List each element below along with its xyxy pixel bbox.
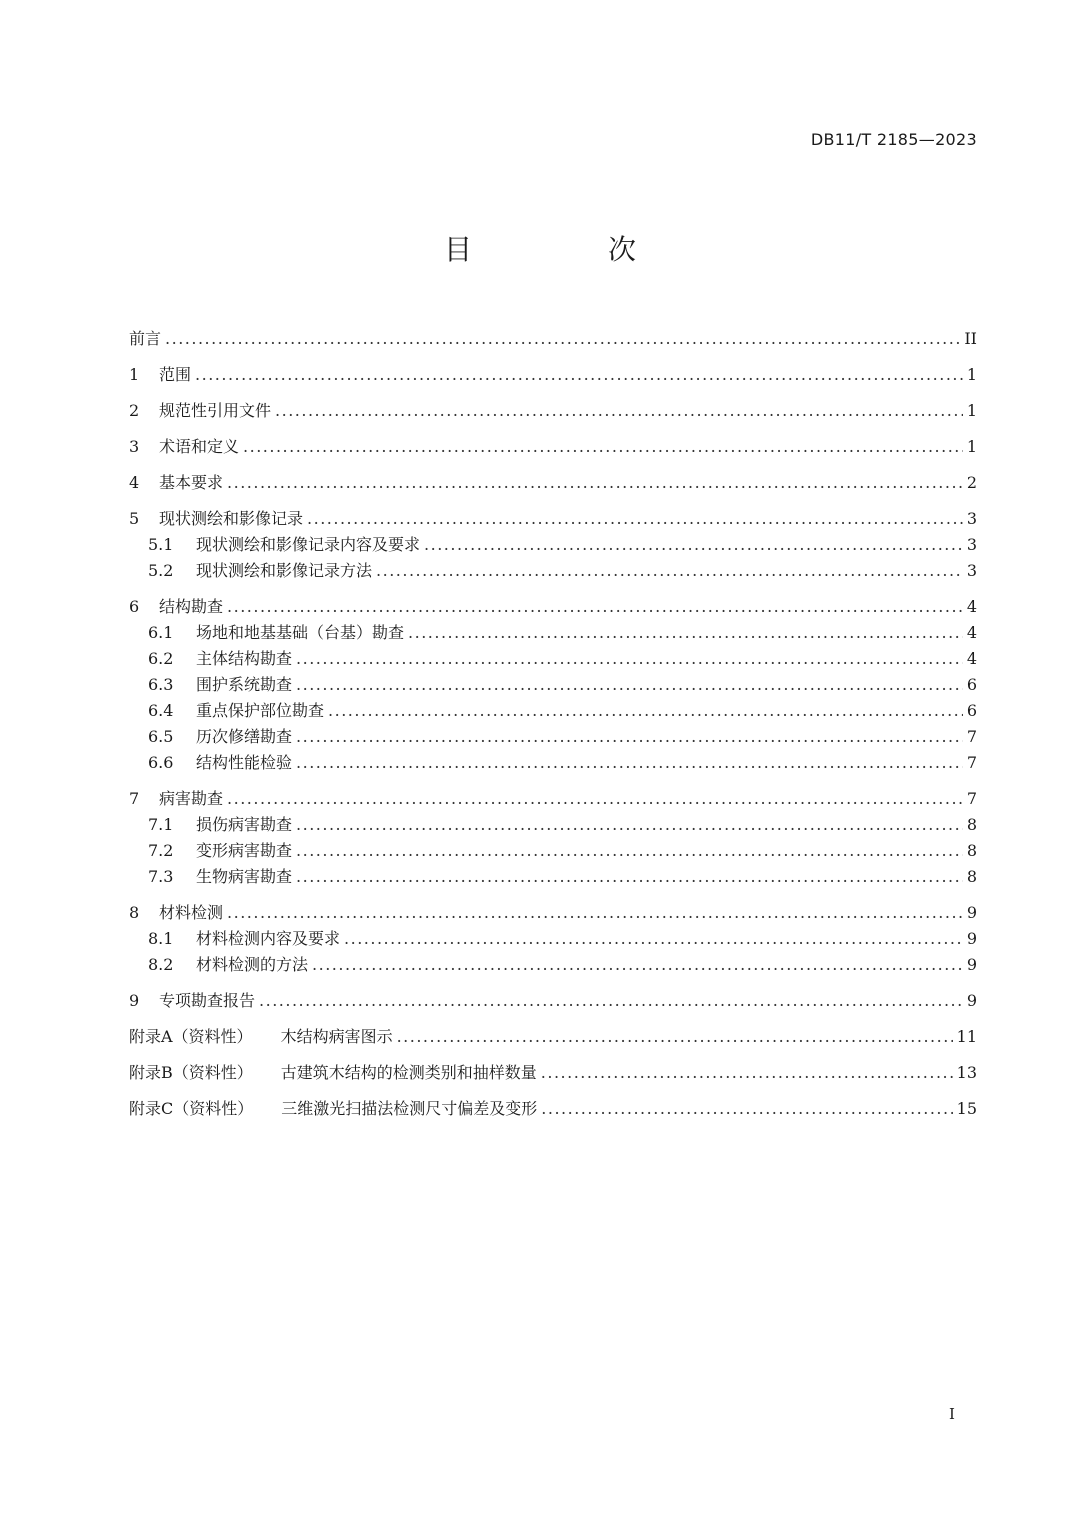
toc-entry-number: 5.2 (148, 561, 174, 580)
toc-entry[interactable] (129, 750, 977, 776)
toc-entry-number: 3 (129, 437, 140, 456)
toc-entry-page: 4 (966, 597, 977, 616)
toc-entry-page: 1 (966, 437, 977, 456)
standard-code: DB11/T 2185—2023 (810, 130, 977, 149)
dot-leader (296, 646, 963, 672)
appendix-title: 古建筑木结构的检测类别和抽样数量 (280, 1063, 537, 1082)
page-title: 目 次 (443, 233, 690, 266)
toc-entry-label: 场地和地基基础（台基）勘查 (196, 623, 405, 642)
toc-entry[interactable] (129, 698, 977, 724)
toc-entry-label: 材料检测的方法 (196, 955, 309, 974)
toc-entry-number: 6.5 (148, 727, 174, 746)
toc-entry-label: 现状测绘和影像记录方法 (196, 561, 373, 580)
dot-leader (541, 1060, 953, 1086)
toc-entry[interactable] (129, 326, 977, 352)
toc-entry[interactable] (129, 786, 977, 812)
toc-entry[interactable] (129, 864, 977, 890)
toc-entry-number: 7.2 (148, 841, 174, 860)
dot-leader (541, 1096, 952, 1122)
dot-leader (408, 620, 963, 646)
toc-entry-number: 5 (129, 509, 140, 528)
toc-entry[interactable] (129, 470, 977, 496)
appendix-page: 11 (956, 1027, 977, 1046)
toc-entry-label: 结构勘查 (159, 597, 224, 616)
toc-entry-label: 现状测绘和影像记录 (159, 509, 304, 528)
toc-entry-page: 8 (966, 841, 977, 860)
toc-entry-label: 材料检测内容及要求 (196, 929, 341, 948)
dot-leader (328, 698, 963, 724)
toc-entry-number: 7 (129, 789, 140, 808)
toc-entry[interactable] (129, 926, 977, 952)
dot-leader (312, 952, 963, 978)
toc-entry-page: 8 (966, 867, 977, 886)
toc-entry[interactable] (129, 620, 977, 646)
dot-leader (296, 864, 963, 890)
toc-entry-label: 变形病害勘查 (196, 841, 293, 860)
toc-entry-label: 规范性引用文件 (159, 401, 272, 420)
toc-entry[interactable] (129, 672, 977, 698)
toc-entry-number: 5.1 (148, 535, 174, 554)
dot-leader (296, 812, 963, 838)
toc-entry-label: 损伤病害勘查 (196, 815, 293, 834)
toc-entry-page: 1 (966, 365, 977, 384)
toc-entry[interactable] (129, 838, 977, 864)
toc-entry-page: 9 (966, 929, 977, 948)
toc-entry-page: 9 (966, 903, 977, 922)
dot-leader (344, 926, 963, 952)
toc-entry-label: 生物病害勘查 (196, 867, 293, 886)
dot-leader (227, 900, 963, 926)
toc-entry[interactable] (129, 952, 977, 978)
toc-entry-page: 6 (966, 701, 977, 720)
dot-leader (296, 724, 963, 750)
toc-entry[interactable] (129, 646, 977, 672)
toc-entry-page: 9 (966, 955, 977, 974)
toc-entry-number: 6.2 (148, 649, 174, 668)
toc-entry-page: 7 (966, 727, 977, 746)
toc-entry-label: 前言 (129, 329, 162, 348)
toc-entry-page: 7 (966, 753, 977, 772)
dot-leader (376, 558, 963, 584)
toc-entry-label: 结构性能检验 (196, 753, 293, 772)
toc-entry[interactable] (129, 900, 977, 926)
toc-entry-page: 1 (966, 401, 977, 420)
toc-entry-page: 7 (966, 789, 977, 808)
dot-leader (227, 594, 963, 620)
toc-entry-number: 2 (129, 401, 140, 420)
dot-leader (397, 1024, 953, 1050)
toc-entry-label: 材料检测 (159, 903, 224, 922)
dot-leader (243, 434, 963, 460)
toc-entry-number: 6.4 (148, 701, 174, 720)
dot-leader (165, 326, 960, 352)
toc-entry-page: 3 (966, 535, 977, 554)
toc-entry-page: 9 (966, 991, 977, 1010)
toc-entry-number: 8 (129, 903, 140, 922)
toc-entry-number: 6.6 (148, 753, 174, 772)
toc-entry-number: 4 (129, 473, 140, 492)
toc-entry-page: 2 (966, 473, 977, 492)
toc-entry-label: 现状测绘和影像记录内容及要求 (196, 535, 421, 554)
appendix-entry[interactable] (129, 1096, 977, 1122)
toc-entry-label: 病害勘查 (159, 789, 224, 808)
toc-entry-number: 7.3 (148, 867, 174, 886)
toc-entry-page: 4 (966, 623, 977, 642)
toc-entry-page: 6 (966, 675, 977, 694)
toc-entry-label: 重点保护部位勘查 (196, 701, 325, 720)
toc-entry[interactable] (129, 558, 977, 584)
appendix-label: 附录C（资料性） (129, 1099, 254, 1118)
toc-entry-label: 术语和定义 (159, 437, 240, 456)
toc-entry-number: 1 (129, 365, 140, 384)
toc-entry-label: 围护系统勘查 (196, 675, 293, 694)
dot-leader (296, 838, 963, 864)
dot-leader (275, 398, 963, 424)
appendix-entry[interactable] (129, 1060, 977, 1086)
toc-entry-page: 4 (966, 649, 977, 668)
toc-entry[interactable] (129, 724, 977, 750)
toc-entry-number: 9 (129, 991, 140, 1010)
toc-entry[interactable] (129, 812, 977, 838)
table-of-contents (129, 326, 977, 1122)
toc-entry-label: 主体结构勘查 (196, 649, 293, 668)
toc-entry-label: 专项勘查报告 (159, 991, 256, 1010)
dot-leader (296, 750, 963, 776)
toc-entry-number: 7.1 (148, 815, 174, 834)
toc-entry-page: II (964, 329, 977, 348)
toc-entry[interactable] (129, 398, 977, 424)
toc-entry-page: 8 (966, 815, 977, 834)
appendix-page: 15 (956, 1099, 977, 1118)
appendix-title: 木结构病害图示 (280, 1027, 393, 1046)
toc-entry-page: 3 (966, 509, 977, 528)
toc-entry-page: 3 (966, 561, 977, 580)
dot-leader (307, 506, 963, 532)
toc-entry[interactable] (129, 594, 977, 620)
toc-entry-label: 基本要求 (159, 473, 224, 492)
toc-entry[interactable] (129, 362, 977, 388)
toc-entry-number: 8.2 (148, 955, 174, 974)
dot-leader (195, 362, 963, 388)
dot-leader (259, 988, 963, 1014)
appendix-title: 三维激光扫描法检测尺寸偏差及变形 (281, 1099, 538, 1118)
toc-entry-label: 范围 (159, 365, 192, 384)
appendix-label: 附录A（资料性） (129, 1027, 253, 1046)
dot-leader (227, 470, 963, 496)
dot-leader (424, 532, 963, 558)
toc-entry-number: 6 (129, 597, 140, 616)
toc-entry-number: 6.3 (148, 675, 174, 694)
toc-entry-number: 8.1 (148, 929, 174, 948)
toc-entry[interactable] (129, 506, 977, 532)
appendix-page: 13 (956, 1063, 977, 1082)
toc-entry-label: 历次修缮勘查 (196, 727, 293, 746)
toc-entry[interactable] (129, 434, 977, 460)
dot-leader (296, 672, 963, 698)
toc-entry[interactable] (129, 532, 977, 558)
dot-leader (227, 786, 963, 812)
appendix-entry[interactable] (129, 1024, 977, 1050)
toc-entry-number: 6.1 (148, 623, 174, 642)
appendix-label: 附录B（资料性） (129, 1063, 253, 1082)
footer-page-number: I (949, 1405, 955, 1423)
toc-entry[interactable] (129, 988, 977, 1014)
